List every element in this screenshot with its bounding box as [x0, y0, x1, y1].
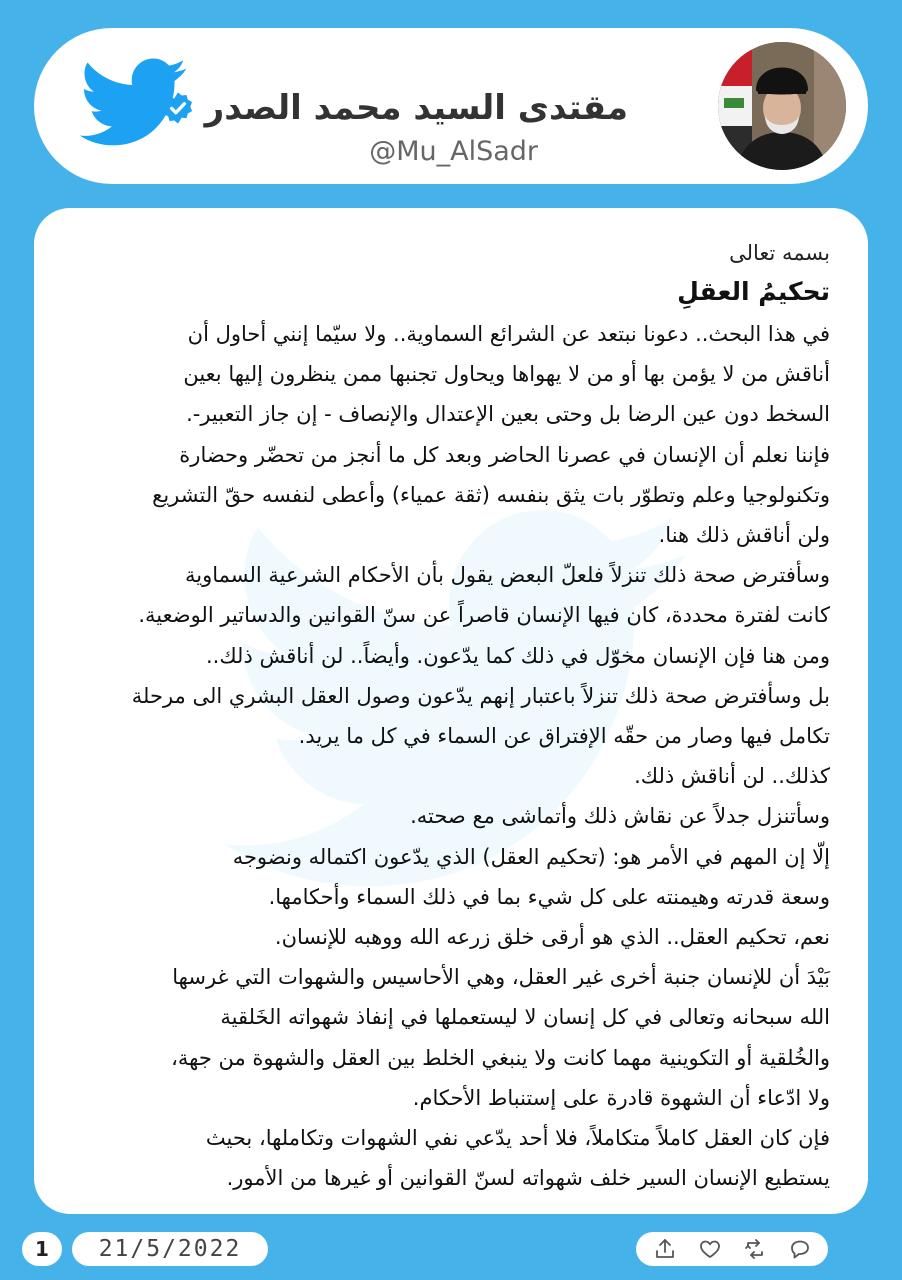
name-row	[161, 78, 628, 138]
post-salutation: بسمه تعالى	[729, 241, 830, 265]
profile-header-card	[34, 28, 868, 184]
reply-icon[interactable]	[788, 1237, 812, 1261]
user-handle[interactable]: @Mu_AlSadr	[369, 136, 538, 167]
avatar[interactable]	[718, 42, 846, 170]
display-name[interactable]: مقتدى السيد محمد الصدر	[204, 88, 628, 128]
post-date: 21/5/2022	[72, 1232, 268, 1266]
share-icon[interactable]	[653, 1237, 677, 1261]
like-icon[interactable]	[698, 1237, 722, 1261]
profile-photo-icon	[718, 42, 846, 170]
verified-badge-icon	[161, 91, 195, 125]
retweet-icon[interactable]	[743, 1237, 767, 1261]
post-card	[34, 208, 868, 1214]
post-text: في هذا البحث.. دعونا نبتعد عن الشرائع السماوية.. ولا سيّما إنني أحاول أن أناقش من لا يؤمن بها أو من لا يهواها ويحاول تجنبها ممن ينظرون إليها بعين السخط دون عين الرضا بل وحتى بعين الإعتدال والإنصاف - إن جاز التعبير-. فإننا نعلم أن الإنسان في عصرنا الحاضر وبعد كل ما أنجز من تحضّر وحضارة وتكنولوجيا وعلم وتطوّر بات يثق بنفسه (ثقة عمياء) وأعطى لنفسه حقّ التشريع ولن أناقش ذلك هنا. وسأفترض صحة ذلك تنزلاً فلعلّ البعض يقول بأن الأحكام الشرعية السماوية كانت لفترة محددة، كان فيها الإنسان قاصراً عن سنّ القوانين والدساتير الوضعية. ومن هنا فإن الإنسان مخوّل في ذلك كما يدّعون. وأيضاً.. لن أناقش ذلك.. بل وسأفترض صحة ذلك تنزلاً باعتبار إنهم يدّعون وصول العقل البشري الى مرحلة تكامل فيها وصار من حقّه الإفتراق عن السماء في كل ما يريد. كذلك.. لن أناقش ذلك. وسأتنزل جدلاً عن نقاش ذلك وأتماشى مع صحته. إلّا إن المهم في الأمر هو: (تحكيم العقل) الذي يدّعون اكتماله ونضوجه وسعة قدرته وهيمنته على كل شيء بما في ذلك السماء وأحكامها. نعم، تحكيم العقل.. الذي هو أرقى خلق زرعه الله ووهبه للإنسان. بَيْدَ أن للإنسان جنبة أخرى غير العقل، وهي الأحاسيس والشهوات التي غرسها الله سبحانه وتعالى في كل إنسان لا ليستعملها في إنفاذ شهواته الخَلقية والخُلقية أو التكوينية مهما كانت ولا ينبغي الخلط بين العقل والشهوة من جهة، ولا ادّعاء أن الشهوة قادرة على إستنباط الأحكام. فإن كان العقل كاملاً متكاملاً، فلا أحد يدّعي نفي الشهوات وتكاملها، بحيث يستطيع الإنسان السير خلف شهواته لسنّ القوانين أو غيرها من الأمور.	[131, 322, 830, 1191]
post-body	[70, 236, 830, 1198]
tweet-actions-bar	[636, 1232, 828, 1266]
post-title: تحكيمُ العقلِ	[677, 277, 830, 306]
page-number-badge: 1	[22, 1232, 62, 1266]
